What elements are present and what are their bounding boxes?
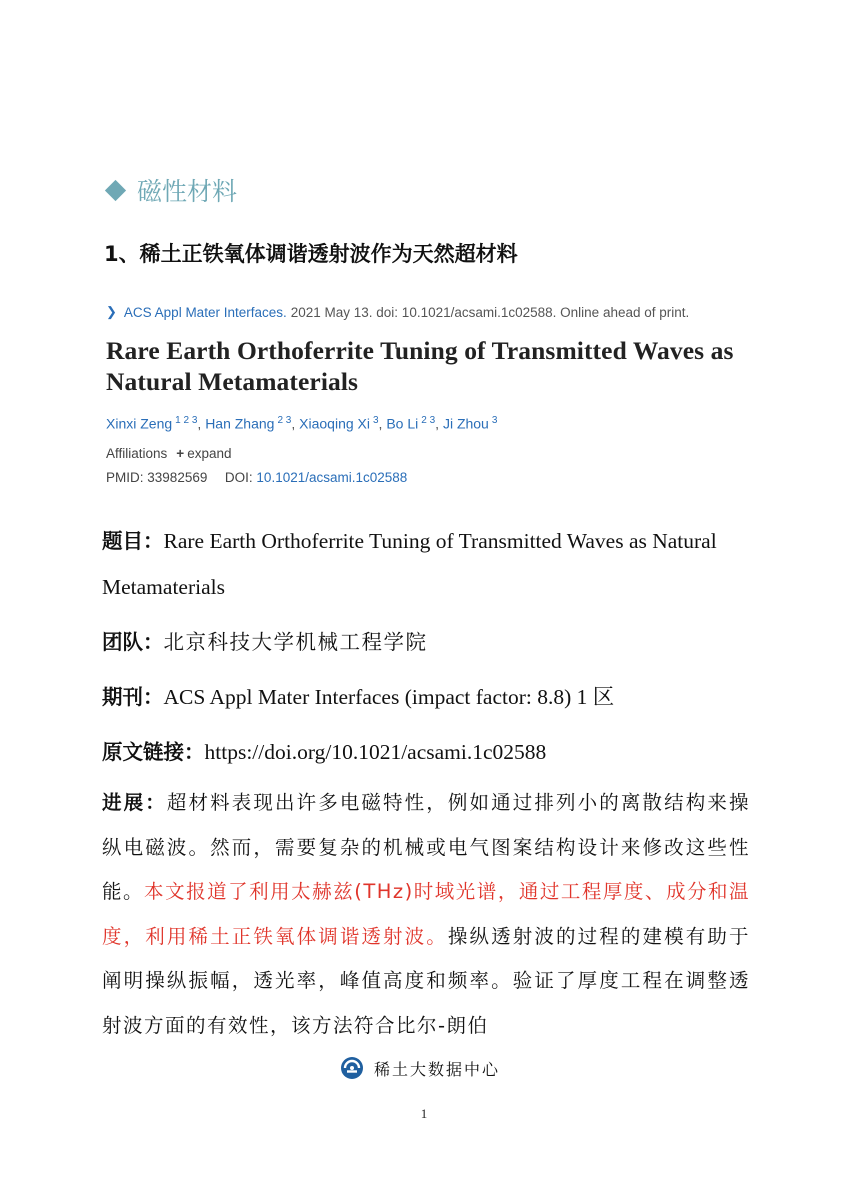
- citation-journal-link[interactable]: ACS Appl Mater Interfaces.: [123, 304, 287, 320]
- progress-text: 超材料表现出许多电磁特性，例如通过排列小的离散结构来操纵电磁波。然而，需要复杂的机械或电气图案结构设计来修改这些性能。: [102, 791, 750, 903]
- link-label: 原文链接：: [102, 740, 205, 764]
- doi-link[interactable]: 10.1021/acsami.1c02588: [256, 469, 408, 485]
- section-title: 磁性材料: [137, 177, 238, 206]
- progress-highlight: 本文报道了利用太赫兹(THz)时域光谱，通过工程厚度、成分和温度，利用稀土正铁氧体调谐透射波。: [102, 880, 750, 948]
- section-heading: [104, 170, 237, 210]
- footer-brand: [340, 1056, 500, 1080]
- author-affiliation-numbers[interactable]: 1 2 3: [175, 415, 198, 426]
- article-heading: 1、稀土正铁氧体调谐透射波作为天然超材料: [104, 242, 518, 266]
- title-value: Rare Earth Orthoferrite Tuning of Transmitted Waves as Natural Metamaterials: [102, 529, 717, 599]
- identifier-row: [106, 470, 756, 485]
- journal-label: 期刊：: [102, 685, 164, 709]
- author-link[interactable]: Xinxi Zeng: [106, 415, 173, 432]
- link-paragraph: [102, 729, 750, 775]
- author-affiliation-numbers[interactable]: 2 3: [277, 415, 292, 426]
- progress-text-continued: 操纵透射波的过程的建模有助于阐明操纵振幅，透光率，峰值高度和频率。验证了厚度工程在调整透射波方面的有效性，该方法符合比尔-朗伯: [102, 924, 750, 1037]
- author-affiliation-numbers[interactable]: 2 3: [421, 415, 436, 426]
- author-link[interactable]: Xiaoqing Xi: [299, 415, 370, 432]
- journal-value: ACS Appl Mater Interfaces (impact factor: 8.8) 1 区: [163, 685, 615, 709]
- journal-paragraph: [102, 674, 750, 720]
- citation-source-line: [106, 304, 756, 320]
- author-link[interactable]: Han Zhang: [205, 415, 275, 432]
- progress-label: 进展：: [102, 791, 167, 814]
- author-affiliation-numbers[interactable]: 3: [491, 415, 498, 426]
- chevron-right-icon: ❯: [106, 304, 117, 319]
- page-number: 1: [420, 1106, 428, 1121]
- pmid-value: 33982569: [147, 469, 208, 485]
- diamond-icon: [105, 179, 126, 200]
- author-list: Xinxi Zeng $^{1 2 3}$, Han Zhang $^{2 3}$, Xiaoqing Xi $^3$, Bo Li $^{2 3}$, Ji Zhou $^3$: [106, 415, 498, 432]
- author-link[interactable]: Ji Zhou: [442, 415, 489, 432]
- title-label: 题目：: [102, 529, 164, 553]
- doi-label: DOI:: [224, 469, 253, 485]
- progress-paragraph: [102, 781, 750, 1048]
- pmid-label: PMID:: [106, 469, 144, 485]
- affiliations-label: Affiliations: [106, 445, 168, 461]
- author-link[interactable]: Bo Li: [386, 415, 419, 432]
- expand-toggle[interactable]: expand: [187, 445, 232, 461]
- citation-meta: 2021 May 13. doi: 10.1021/acsami.1c02588. Online ahead of print.: [290, 304, 690, 320]
- affiliations-row: [106, 446, 756, 461]
- team-label: 团队：: [102, 630, 164, 654]
- footer-brand-name: 稀土大数据中心: [374, 1059, 501, 1079]
- paper-title: Rare Earth Orthoferrite Tuning of Transmitted Waves as Natural Metamaterials: [106, 336, 734, 396]
- citation-screenshot: [106, 304, 756, 485]
- author-affiliation-numbers[interactable]: 3: [372, 415, 379, 426]
- plus-icon[interactable]: +: [176, 445, 185, 461]
- title-paragraph: [102, 518, 750, 610]
- article-info: [102, 518, 750, 1048]
- rare-earth-logo-icon: [340, 1056, 364, 1080]
- team-value: 北京科技大学机械工程学院: [163, 630, 428, 654]
- team-paragraph: [102, 619, 750, 665]
- original-link[interactable]: https://doi.org/10.1021/acsami.1c02588: [204, 740, 547, 764]
